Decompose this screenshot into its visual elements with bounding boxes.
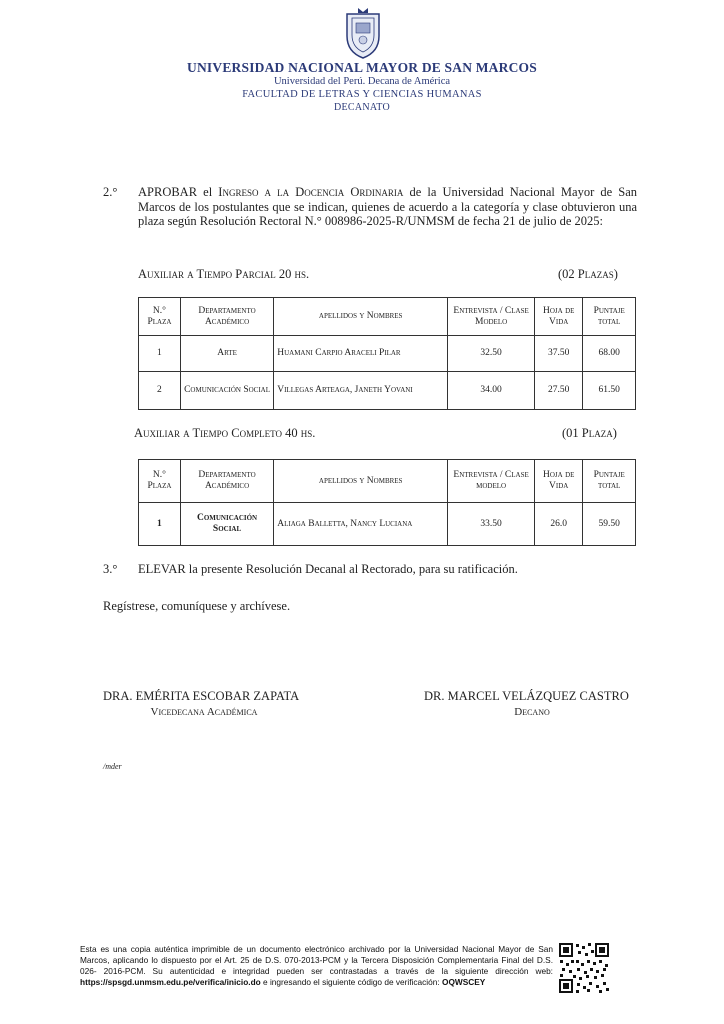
category-label: Auxiliar a Tiempo Parcial 20 hs.	[138, 267, 310, 281]
appointments-table-2	[138, 459, 636, 546]
signatory-title: Vicedecana Académica	[150, 706, 258, 718]
cell: 37.50	[535, 336, 583, 372]
closing-text: Regístrese, comuníquese y archívese.	[103, 599, 291, 613]
resolution-paragraph: APROBAR el Ingreso a la Docencia Ordinaria de la Universidad Nacional Mayor de San Marcos de los postulantes que se indican, quienes de acuerdo a la categoría y clase obtuvieron una plaza según Resolución Rectoral N.° 008986-2025-R/UNMSM de fecha 21 de julio de 2025:	[138, 185, 638, 228]
cell: 2	[139, 372, 181, 410]
verification-notice: Esta es una copia auténtica imprimible de un documento electrónico archivado por la Universidad Nacional Mayor de San Marcos, aplicando lo dispuesto por el Art. 25 de D.S. 070-2013-PCM y la Tercera Disposición Complementaria Final del D.S. 026- 2016-PCM. Su autenticidad e integridad pueden ser contrastadas a través de la siguiente dirección web: https://spsgd.unmsm.edu.pe/verifica/inicio.do e ingresando el siguiente código de verificación: OQWSCEY	[80, 944, 553, 987]
typist-initials: /mder	[103, 762, 122, 771]
appointments-table-1	[138, 297, 636, 410]
item-text: ELEVAR la presente Resolución Decanal al Rectorado, para su ratificación.	[138, 562, 518, 576]
verification-url[interactable]: https://spsgd.unmsm.edu.pe/verifica/inicio.do	[80, 977, 261, 987]
header-cell: Departamento Académico	[180, 298, 273, 336]
signatory-name: DR. MARCEL VELÁZQUEZ CASTRO	[424, 689, 629, 703]
header-cell: N.° Plaza	[139, 298, 181, 336]
item-number: 3.°	[103, 562, 118, 576]
header-cell: Entrevista / Clase modelo	[448, 460, 535, 503]
university-name: UNIVERSIDAD NACIONAL MAYOR DE SAN MARCOS	[187, 60, 537, 75]
table-row	[139, 372, 636, 410]
cell: 34.00	[448, 372, 535, 410]
university-subtitle: Universidad del Perú. Decana de América	[273, 76, 451, 87]
header-cell: Puntaje total	[583, 298, 636, 336]
item-number: 2.°	[103, 185, 118, 199]
table-header-row	[139, 460, 636, 503]
header-cell: Entrevista / Clase Modelo	[448, 298, 535, 336]
cell: 27.50	[535, 372, 583, 410]
cell: 68.00	[583, 336, 636, 372]
table-header-row	[139, 298, 636, 336]
university-crest-icon	[342, 6, 384, 60]
cell: 1	[139, 503, 181, 546]
verification-code: OQWSCEY	[441, 977, 486, 987]
cell: 33.50	[448, 503, 535, 546]
header-cell: Puntaje total	[583, 460, 636, 503]
header-cell: apellidos y Nombres	[274, 460, 448, 503]
header-cell: apellidos y Nombres	[274, 298, 448, 336]
header-cell: N.° Plaza	[139, 460, 181, 503]
header-cell: Hoja de Vida	[535, 460, 583, 503]
office-name: DECANATO	[333, 102, 391, 113]
header-cell: Departamento Académico	[180, 460, 273, 503]
qr-code-icon	[558, 942, 610, 994]
cell: 32.50	[448, 336, 535, 372]
faculty-name: FACULTAD DE LETRAS Y CIENCIAS HUMANAS	[242, 89, 482, 100]
cell: 26.0	[535, 503, 583, 546]
cell: Comunicación Social	[180, 503, 273, 546]
table-row	[139, 336, 636, 372]
cell: 61.50	[583, 372, 636, 410]
cell: Villegas Arteaga, Janeth Yovani	[274, 372, 448, 410]
table-row	[139, 503, 636, 546]
cell: Arte	[180, 336, 273, 372]
cell: 59.50	[583, 503, 636, 546]
cell: Comunicación Social	[180, 372, 273, 410]
plazas-count: (01 Plaza)	[562, 426, 617, 440]
category-label: Auxiliar a Tiempo Completo 40 hs.	[134, 426, 316, 440]
signatory-title: Decano	[514, 706, 550, 718]
plazas-count: (02 Plazas)	[558, 267, 618, 281]
cell: Aliaga Balletta, Nancy Luciana	[274, 503, 448, 546]
cell: Huamani Carpio Araceli Pilar	[274, 336, 448, 372]
cell: 1	[139, 336, 181, 372]
header-cell: Hoja de Vida	[535, 298, 583, 336]
signatory-name: DRA. EMÉRITA ESCOBAR ZAPATA	[103, 689, 300, 703]
